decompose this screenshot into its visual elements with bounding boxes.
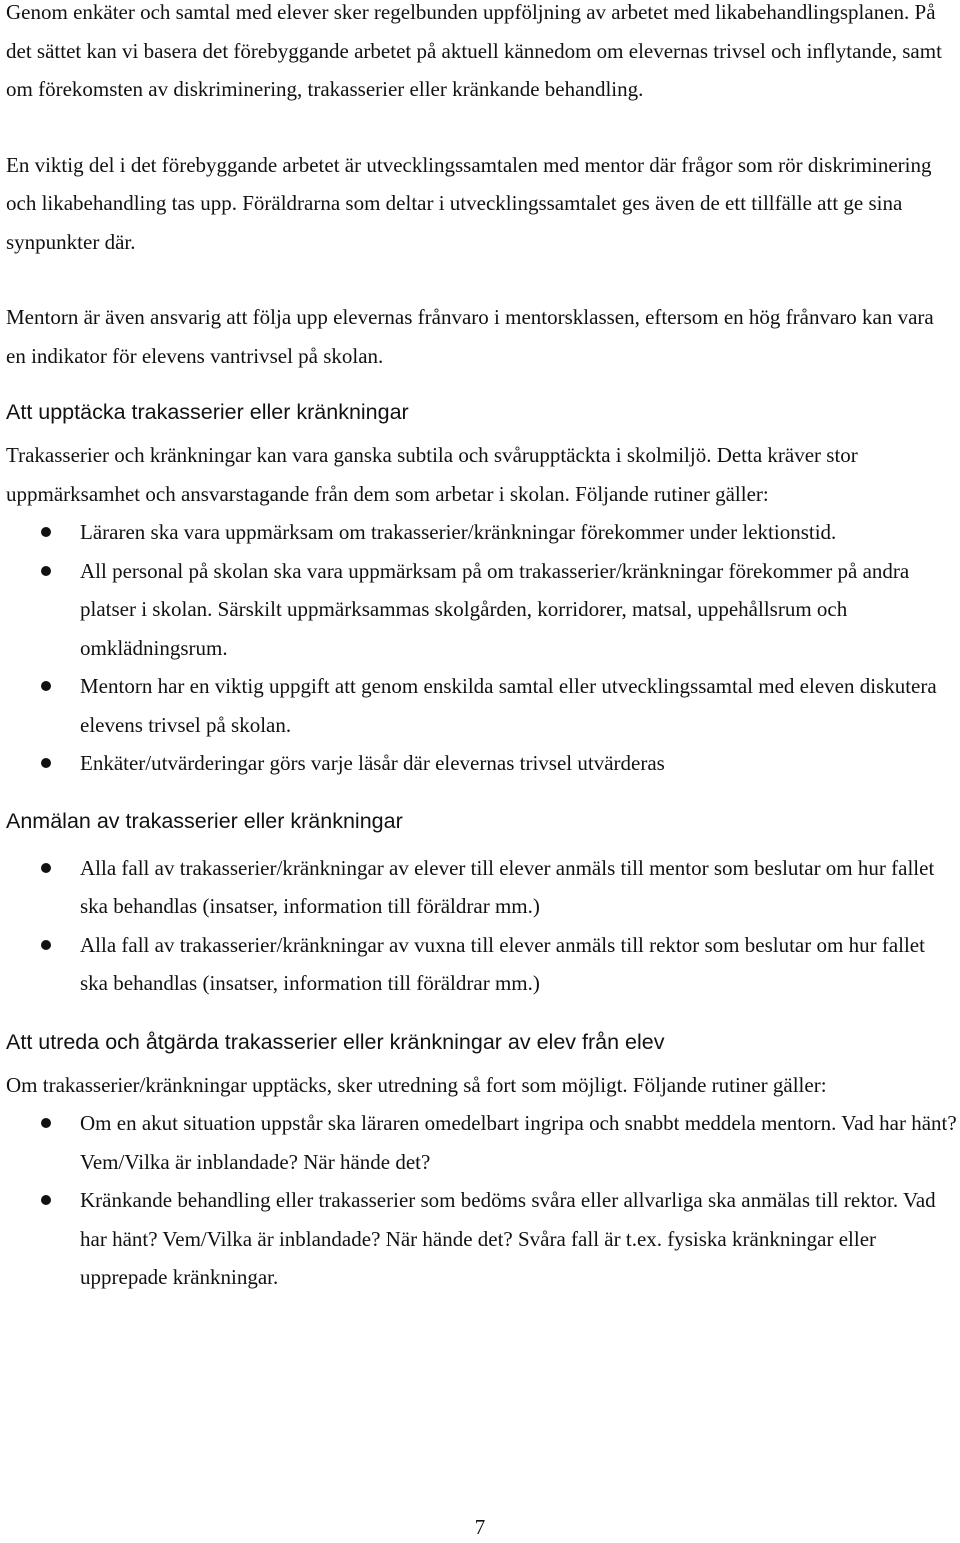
- bullet-icon: [41, 681, 51, 691]
- paragraph-investigate-intro: Om trakasserier/kränkningar upptäcks, sker utredning så fort som möjligt. Följande rutiner gäller:: [6, 1072, 827, 1097]
- list-item-text: Kränkande behandling eller trakasserier som bedöms svåra eller allvarliga ska anmälas till rektor. Vad har hänt? Vem/Vilka är inblandade? När hände det? Svåra fall är t.ex. fysiska kränkningar eller upprepade kränkningar.: [80, 1188, 936, 1289]
- list-item-text: Alla fall av trakasserier/kränkningar av vuxna till elever anmäls till rektor som beslutar om hur fallet ska behandlas (insatser, information till föräldrar mm.): [80, 932, 925, 995]
- paragraph-detect-intro: Trakasserier och kränkningar kan vara ganska subtila och svårupptäckta i skolmiljö. Detta kräver stor uppmärksamhet och ansvarstagande från dem som arbetar i skolan. Följande rutiner gäller:: [6, 443, 858, 506]
- bullet-icon: [41, 758, 51, 768]
- list-item: [6, 513, 958, 552]
- list-item: [6, 552, 958, 668]
- heading-report: Anmälan av trakasserier eller kränkningar: [6, 808, 403, 833]
- bullet-icon: [41, 863, 51, 873]
- list-item-text: Mentorn har en viktig uppgift att genom enskilda samtal eller utvecklingssamtal med eleven diskutera elevens trivsel på skolan.: [80, 674, 937, 737]
- list-item: [6, 1104, 958, 1181]
- paragraph-follow-up: Genom enkäter och samtal med elever sker regelbunden uppföljning av arbetet med likabehandlingsplanen. På det sättet kan vi basera det förebyggande arbetet på aktuell kännedom om elevernas trivsel och inflytande, samt om förekomsten av diskriminering, trakasserier eller kränkande behandling.: [6, 0, 942, 101]
- list-item: [6, 1181, 958, 1297]
- heading-detect: Att upptäcka trakasserier eller kränkningar: [6, 400, 409, 424]
- bullet-icon: [41, 1118, 51, 1128]
- bullet-icon: [41, 940, 51, 950]
- page-number: 7: [474, 1515, 486, 1539]
- detect-routines-list: [6, 513, 958, 783]
- heading-investigate: Att utreda och åtgärda trakasserier eller kränkningar av elev från elev: [6, 1029, 665, 1054]
- bullet-icon: [41, 527, 51, 537]
- list-item-text: All personal på skolan ska vara uppmärksam på om trakasserier/kränkningar förekommer på andra platser i skolan. Särskilt uppmärksammas skolgården, korridorer, matsal, uppehållsrum och omklädningsrum.: [80, 558, 910, 660]
- list-item: [6, 667, 958, 744]
- document-page: [6, 0, 958, 1297]
- bullet-icon: [41, 566, 51, 576]
- bullet-icon: [41, 1195, 51, 1205]
- list-item: [6, 926, 958, 1003]
- list-item: [6, 744, 958, 783]
- paragraph-absence: Mentorn är även ansvarig att följa upp elevernas frånvaro i mentorsklassen, eftersom en hög frånvaro kan vara en indikator för elevens vantrivsel på skolan.: [6, 305, 934, 368]
- list-item-text: Alla fall av trakasserier/kränkningar av elever till elever anmäls till mentor som beslutar om hur fallet ska behandlas (insatser, information till föräldrar mm.): [80, 855, 935, 918]
- list-item: [6, 849, 958, 926]
- list-item-text: Enkäter/utvärderingar görs varje läsår där elevernas trivsel utvärderas: [80, 751, 665, 775]
- investigate-routines-list: [6, 1104, 958, 1297]
- list-item-text: Om en akut situation uppstår ska läraren omedelbart ingripa och snabbt meddela mentorn. Vad har hänt? Vem/Vilka är inblandade? När hände det?: [80, 1111, 957, 1174]
- report-routines-list: [6, 849, 958, 1003]
- paragraph-development-talks: En viktig del i det förebyggande arbetet är utvecklingssamtalen med mentor där frågor som rör diskriminering och likabehandling tas upp. Föräldrarna som deltar i utvecklingssamtalet ges även de ett tillfälle att ge sina synpunkter där.: [6, 152, 932, 254]
- list-item-text: Läraren ska vara uppmärksam om trakasserier/kränkningar förekommer under lektionstid.: [80, 520, 837, 544]
